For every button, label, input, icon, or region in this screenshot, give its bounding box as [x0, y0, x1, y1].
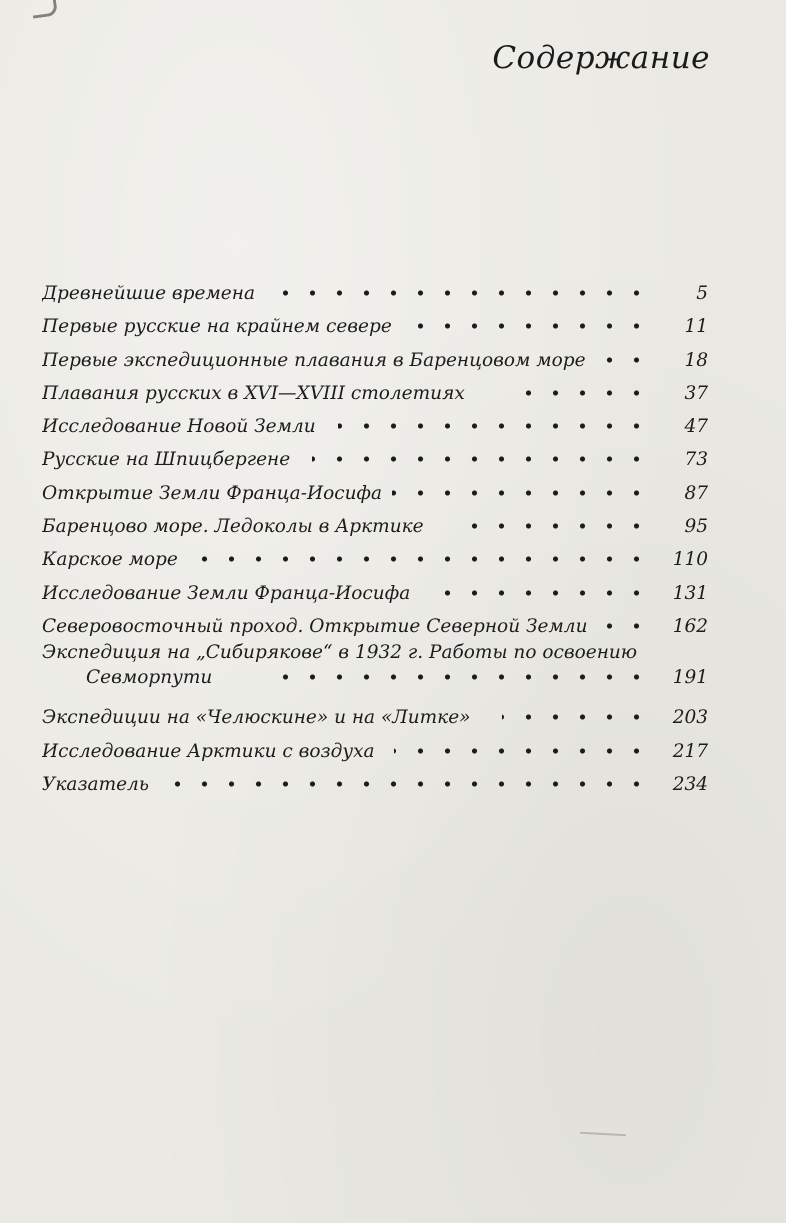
toc-entry	[42, 735, 708, 768]
toc-entry-page: 191	[672, 667, 708, 689]
page-title: Содержание	[492, 40, 710, 76]
toc-entry	[42, 577, 708, 610]
toc-entry	[42, 768, 708, 801]
leader-dots	[394, 744, 650, 758]
toc-entry-page: 95	[684, 516, 708, 538]
leader-dots	[502, 710, 650, 724]
toc-entry-title: Русские на Шпицбергене	[42, 449, 291, 471]
toc-entry-title: Первые русские на крайнем севере	[42, 316, 392, 338]
toc-entry	[42, 344, 708, 377]
toc-entry-page: 73	[684, 449, 708, 471]
toc-entry-page: 5	[696, 283, 708, 304]
toc-entry-page: 18	[684, 349, 708, 371]
toc-entry	[42, 277, 708, 310]
toc-entry-title: Экспедиции на «Челюскине» и на «Литке»	[42, 707, 471, 729]
toc-entry-page: 162	[672, 615, 708, 637]
toc-entry-title: Северовосточный проход. Открытие Северной Земли	[42, 615, 588, 637]
toc-entry-title: Указатель	[42, 773, 149, 795]
leader-dots	[338, 419, 650, 433]
toc-entry-title: Исследование Новой Земли	[42, 416, 316, 438]
toc-entry-page: 110	[672, 549, 708, 571]
toc-entry-page: 87	[684, 482, 708, 504]
toc-entry-title: Исследование Земли Франца-Иосифа	[42, 582, 411, 604]
leader-dots	[190, 552, 650, 566]
toc-entry-title-line1: Экспедиция на „Сибирякове“ в 1932 г. Работы по освоению	[42, 642, 638, 664]
leader-dots	[432, 586, 650, 600]
toc-entry	[42, 377, 708, 410]
toc-entry	[42, 310, 708, 343]
toc-entry-multiline	[42, 643, 708, 701]
toc-entry-title: Баренцово море. Ледоколы в Арктике	[42, 516, 424, 538]
toc-entry-title: Открытие Земли Франца-Иосифа	[42, 482, 383, 504]
toc-entry-page: 11	[684, 316, 708, 338]
toc-entry-title: Исследование Арктики с воздуха	[42, 740, 375, 762]
toc-entry	[42, 443, 708, 476]
leader-dots	[602, 353, 650, 367]
toc-entry-page: 217	[672, 740, 708, 762]
toc-entry-title: Карское море	[42, 549, 178, 571]
toc-entry-title: Первые экспедиционные плавания в Баренцовом море	[42, 349, 586, 371]
toc-entry-title: Древнейшие времена	[42, 283, 255, 304]
corner-mark	[31, 0, 58, 19]
toc-entry	[42, 701, 708, 734]
toc-entry	[42, 510, 708, 543]
leader-dots	[452, 519, 650, 533]
table-of-contents	[42, 277, 708, 801]
leader-dots	[604, 619, 650, 633]
toc-entry	[42, 410, 708, 443]
leader-dots	[312, 452, 650, 466]
leader-dots	[278, 670, 650, 684]
toc-entry-page: 37	[684, 382, 708, 404]
leader-dots	[272, 286, 650, 300]
toc-entry-page: 234	[672, 773, 708, 795]
leader-dots	[392, 486, 650, 500]
page-smudge	[580, 1132, 626, 1136]
leader-dots	[164, 777, 650, 791]
toc-entry-title-line2: Севморпути	[86, 667, 213, 689]
leader-dots	[504, 386, 650, 400]
toc-entry	[42, 477, 708, 510]
toc-entry-page: 203	[672, 707, 708, 729]
leader-dots	[414, 319, 650, 333]
toc-entry-title: Плавания русских в XVI—XVIII столетиях	[42, 382, 465, 404]
toc-entry	[42, 543, 708, 576]
toc-entry-page: 47	[684, 416, 708, 438]
toc-entry-page: 131	[672, 582, 708, 604]
